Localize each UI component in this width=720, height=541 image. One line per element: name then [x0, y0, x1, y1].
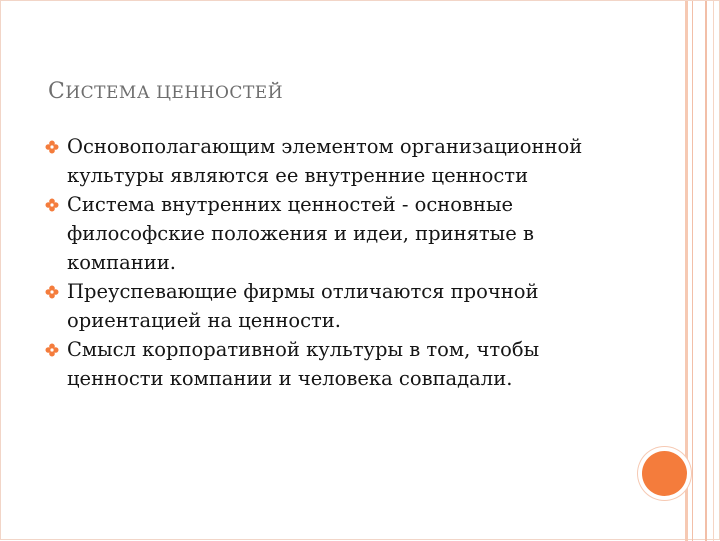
list-item — [45, 132, 615, 190]
flower-bullet-icon — [45, 140, 59, 154]
decorative-stripe — [713, 1, 714, 541]
bullet-text: Система внутренних ценностей - основные философские положения и идеи, принятые в компании. — [67, 193, 534, 274]
flower-bullet-icon — [45, 198, 59, 212]
bullet-text: Смысл корпоративной культуры в том, чтобы ценности компании и человека совпадали. — [67, 338, 540, 390]
flower-bullet-icon — [45, 285, 59, 299]
list-item — [45, 190, 615, 277]
decorative-stripe — [685, 1, 688, 541]
decorative-stripe — [705, 1, 707, 541]
bullet-text: Основополагающим элементом организационной культуры являются ее внутренние ценности — [67, 135, 583, 187]
flower-bullet-icon — [45, 343, 59, 357]
slide-title — [48, 79, 283, 104]
decorative-stripe — [692, 1, 693, 541]
bullet-list — [45, 132, 615, 393]
bullet-text: Преуспевающие фирмы отличаются прочной ориентацией на ценности. — [67, 280, 539, 332]
list-item — [45, 335, 615, 393]
slide-title-rest: ИСТЕМА ЦЕННОСТЕЙ — [65, 83, 284, 103]
list-item — [45, 277, 615, 335]
slide-title-initial: С — [48, 79, 66, 104]
decorative-circle — [642, 451, 687, 496]
